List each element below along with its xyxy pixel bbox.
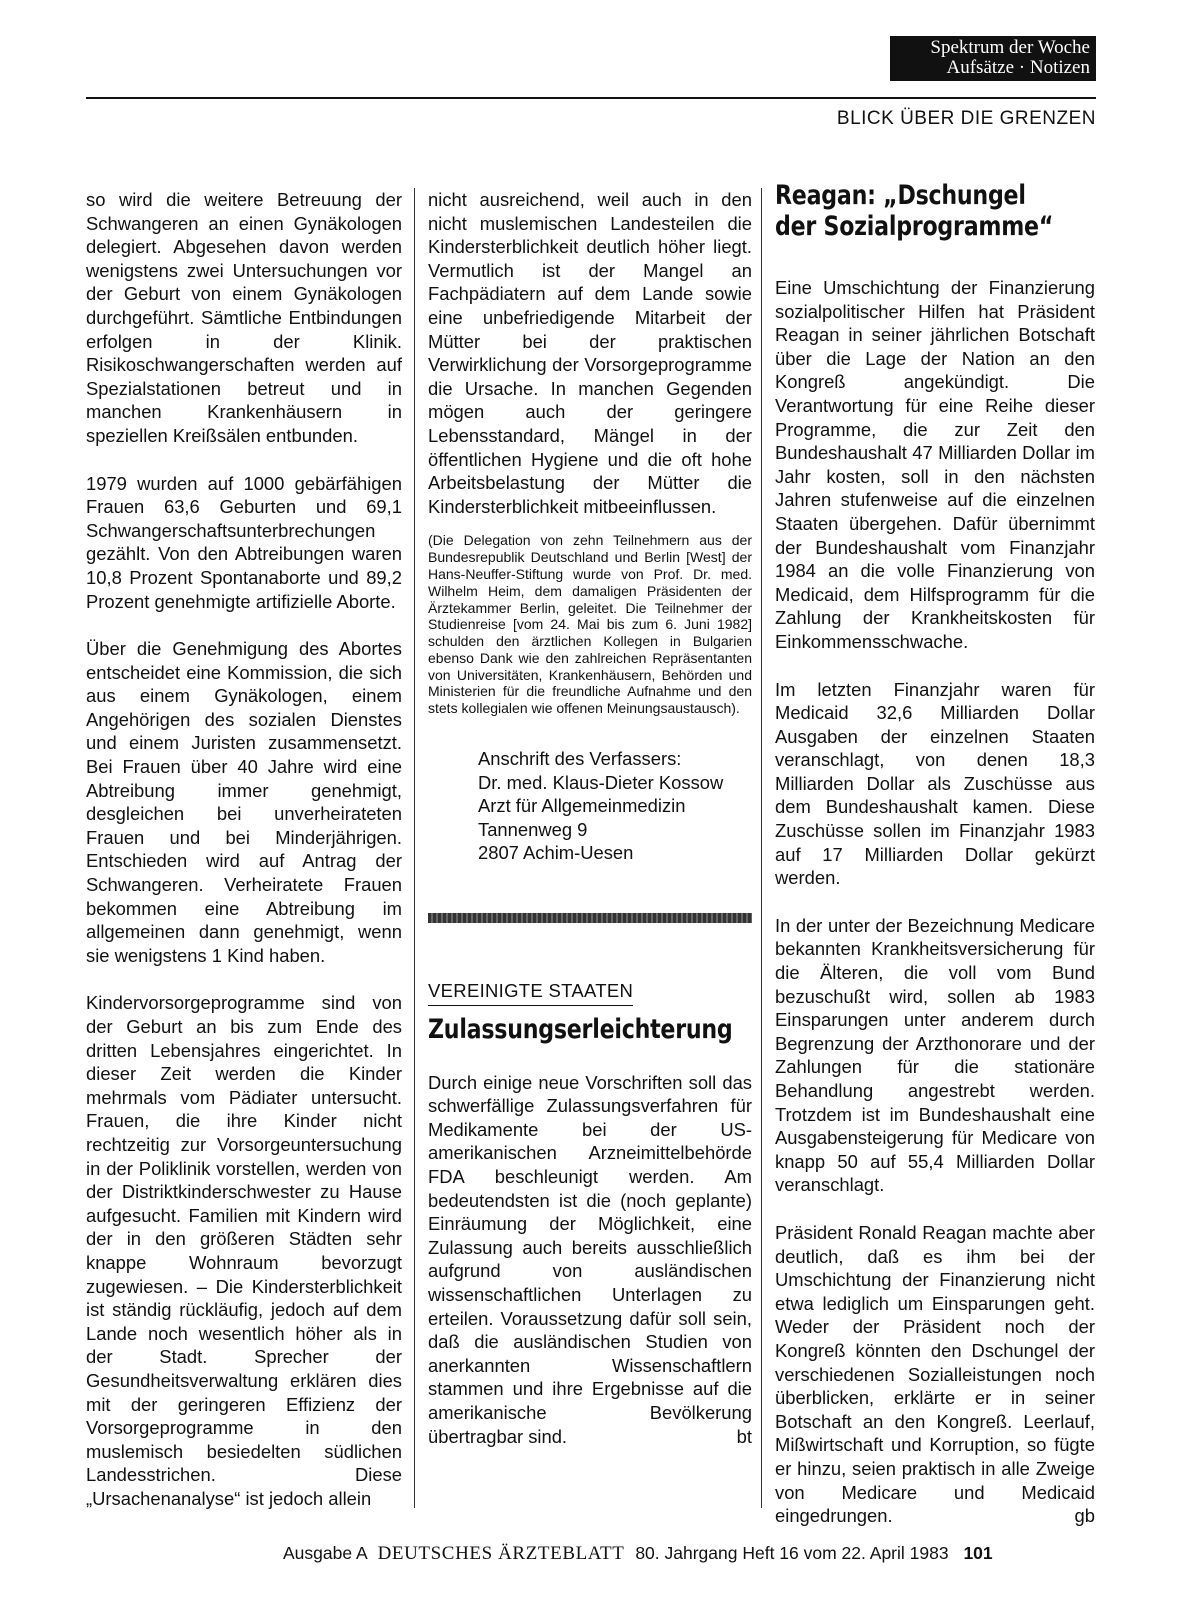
column-divider-1 [414, 188, 415, 1508]
author-initials: gb [1074, 1505, 1095, 1527]
col1-paragraph-3: Über die Genehmigung des Abortes entscheidet eine Kommission, die sich aus einem Gynäkologen, einem Angehörigen des sozialen Dienstes und einem Juristen zusammensetzt. Bei Frauen über 40 Jahre wird eine Abtreibung immer genehmigt, desgleichen bei unverheirateten Frauen und bei Minderjährigen. Entschieden wird auf Antrag der Schwangeren. Verheiratete Frauen bekommen eine Abtreibung im allgemeinen dann genehmigt, wenn sie wenigstens 1 Kind haben. [86, 638, 402, 966]
section-badge [890, 36, 1096, 81]
issue-info: 80. Jahrgang Heft 16 vom 22. April 1983 [635, 1543, 949, 1563]
headline-line-2: der Sozialprogramme“ [775, 211, 1054, 242]
author-address [428, 747, 752, 865]
column-2 [428, 188, 752, 1472]
col1-paragraph-2: 1979 wurden auf 1000 gebärfähigen Frauen 63,6 Geburten und 69,1 Schwangerschaftsunterbrechungen gezählt. Von den Abtreibungen waren 10,8 Prozent Spontanaborte und 89,2 Prozent genehmigte artifizielle Aborte. [86, 472, 402, 612]
col1-paragraph-1: so wird die weitere Betreuung der Schwangeren an einen Gynäkologen delegiert. Abgesehen davon werden wenigstens zwei Untersuchungen vor der Geburt von einem Gynäkologen durchgeführt. Sämtliche Entbindungen erfolgen in der Klinik. Risikoschwangerschaften werden auf Spezialstationen betreut und in manchen Krankenhäusern in speziellen Kreißsälen entbunden. [86, 189, 402, 446]
page-number: 101 [963, 1543, 993, 1563]
headline-line-1: Reagan: „Dschungel [775, 180, 1026, 211]
author-initials: bt [736, 1425, 752, 1447]
section-title: BLICK ÜBER DIE GRENZEN [836, 108, 1096, 129]
badge-line-2: Aufsätze · Notizen [946, 57, 1090, 78]
separator-bar [428, 913, 752, 923]
column-divider-2 [761, 188, 762, 1508]
address-line: Arzt für Allgemeinmedizin [478, 795, 686, 817]
col3-paragraph-4 [775, 1221, 1095, 1528]
article-headline: Zulassungserleichterung [428, 1013, 733, 1045]
col3-paragraph-3: In der unter der Bezeichnung Medicare bekannten Krankheitsversicherung für die Älteren, die voll vom Bund bezuschußt wird, sollen ab 1983 Einsparungen unter anderem durch Begrenzung der Arzthonorare und der Zahlungen für die stationäre Behandlung angestrebt werden. Trotzdem ist im Bundeshaushalt eine Ausgabensteigerung für Medicare von knapp 50 auf 55,4 Milliarden Dollar veranschlagt. [775, 914, 1095, 1196]
col2-paragraph-1: nicht ausreichend, weil auch in den nicht muslemischen Landesteilen die Kindersterblichkeit deutlich höher liegt. Vermutlich ist der Mangel an Fachpädiatern auf dem Lande sowie eine unbefriedigende Mitarbeit der Mütter bei der praktischen Verwirklichung der Vorsorgeprogramme die Ursache. In manchen Gegenden mögen auch der geringere Lebensstandard, Mängel in der öffentlichen Hygiene und die oft hohe Arbeitsbelastung der Mütter die Kindersterblichkeit mitbeeinflussen. [428, 189, 752, 517]
article-body: Präsident Ronald Reagan machte aber deutlich, daß es ihm bei der Umschichtung der Finanzierung nicht etwa lediglich um Einsparungen geht. Weder der Präsident noch der Kongreß könnten den Dschungel der verschiedenen Sozialleistungen noch überblicken, erklärte er in seiner Botschaft an den Kongreß. Leerlauf, Mißwirtschaft und Korruption, so fügte er hinzu, seien praktisch in alle Zweige von Medicare und Medicaid eingedrungen. [775, 1221, 1095, 1527]
address-line: 2807 Achim-Uesen [478, 842, 634, 864]
article-kicker: VEREINIGTE STAATEN [428, 979, 633, 1006]
column-1 [86, 188, 402, 1534]
article-body: Durch einige neue Vorschriften soll das schwerfällige Zulassungsverfahren für Medikamente bei der US-amerikanischen Arzneimittelbehörde FDA beschleunigt werden. Am bedeutendsten ist die (noch geplante) Einräumung der Möglichkeit, eine Zulassung auch bereits ausschließlich aufgrund von ausländischen wissenschaftlichen Unterlagen zu erteilen. Voraussetzung dafür soll sein, daß die ausländischen Studien von anerkannten Wissenschaftlern stammen und ihre Ergebnisse auf die amerikanische Bevölkerung übertragbar sind. [428, 1071, 752, 1447]
edition-label: Ausgabe A [283, 1543, 367, 1563]
address-line: Anschrift des Verfassers: [478, 748, 682, 770]
journal-name: DEUTSCHES ÄRZTEBLATT [377, 1543, 625, 1564]
col3-paragraph-1: Eine Umschichtung der Finanzierung sozialpolitischer Hilfen hat Präsident Reagan in seiner jährlichen Botschaft über die Lage der Nation an den Kongreß angekündigt. Die Verantwortung für eine Reihe dieser Programme, die zur Zeit den Bundeshaushalt 47 Milliarden Dollar im Jahr kosten, soll in den nächsten Jahren stufenweise auf die einzelnen Staaten übergehen. Dafür übernimmt der Bundeshaushalt vom Finanzjahr 1984 an die volle Finanzierung von Medicaid, dem Hilfsprogramm für die Zahlung der Krankheitskosten für Einkommensschwache. [775, 277, 1095, 652]
col2-paragraph-2 [428, 1071, 752, 1449]
page-footer [283, 1543, 993, 1565]
address-line: Tannenweg 9 [478, 818, 588, 840]
col1-paragraph-4: Kindervorsorgeprogramme sind von der Geburt an bis zum Ende des dritten Lebensjahres eingerichtet. In dieser Zeit werden die Kinder mehrmals vom Pädiater untersucht. Frauen, die ihre Kinder nicht rechtzeitig zur Vorsorgeuntersuchung in der Poliklinik vorstellen, werden von der Distriktkinderschwester zu Hause aufgesucht. Familien mit Kindern wird der in den größeren Städten sehr knappe Wohnraum bevorzugt zugewiesen. – Die Kindersterblichkeit ist ständig rückläufig, jedoch auf dem Lande noch wesentlich höher als in der Stadt. Sprecher der Gesundheitsverwaltung erklären dies mit der geringeren Effizienz der Vorsorgeprogramme in den muslemisch besiedelten südlichen Landesstrichen. Diese „Ursachenanalyse“ ist jedoch allein [86, 992, 402, 1509]
col3-paragraph-2: Im letzten Finanzjahr waren für Medicaid 32,6 Milliarden Dollar Ausgaben der einzelnen Staaten veranschlagt, von denen 18,3 Milliarden Dollar als Zuschüsse aus dem Bundeshaushalt kamen. Diese Zuschüsse sollen im Finanzjahr 1983 auf 17 Milliarden Dollar gekürzt werden. [775, 678, 1095, 889]
reagan-headline [775, 180, 1054, 242]
top-rule [86, 97, 1096, 99]
delegation-note: (Die Delegation von zehn Teilnehmern aus der Bundesrepublik Deutschland und Berlin [West] der Hans-Neuffer-Stiftung wurde von Prof. Dr. med. Wilhelm Heim, dem damaligen Präsidenten der Ärztekammer Berlin, geleitet. Die Teilnehmer der Studienreise [vom 24. Mai bis zum 6. Juni 1982] schulden den ärztlichen Kollegen in Bulgarien ebenso Dank wie den zahlreichen Repräsentanten von Universitäten, Krankenhäusern, Behörden und Ministerien für die freundliche Aufnahme und den stets kollegialen wie offenen Meinungsaustausch). [428, 532, 752, 717]
column-3 [775, 180, 1095, 1552]
address-line: Dr. med. Klaus-Dieter Kossow [478, 771, 724, 793]
badge-line-1: Spektrum der Woche [930, 37, 1090, 58]
